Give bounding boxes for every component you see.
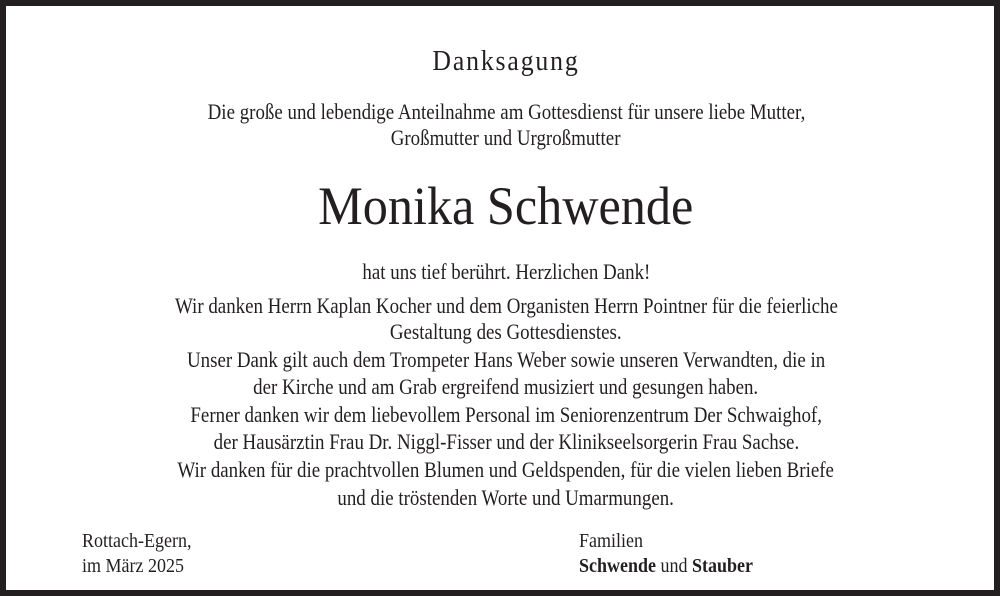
family-name-1: Schwende <box>579 555 657 577</box>
body-line <box>6 404 1000 426</box>
notice-heading <box>6 48 1000 76</box>
intro-text-1: Die große und lebendige Anteilnahme am Gottesdienst für unsere liebe Mutter, <box>207 99 805 124</box>
body-line <box>6 376 1000 398</box>
body-line <box>6 487 1000 509</box>
subline-text: hat uns tief berührt. Herzlichen Dank! <box>362 259 650 284</box>
body-text: Wir danken für die prachtvollen Blumen und Geldspenden, für die vielen lieben Briefe <box>177 457 835 482</box>
intro-line-2 <box>6 127 1000 149</box>
body-text: und die tröstenden Worte und Umarmungen. <box>337 485 675 510</box>
place-date-block <box>82 529 204 579</box>
date-text: im März 2025 <box>82 555 184 577</box>
body-text: Gestaltung des Gottesdienstes. <box>390 319 622 344</box>
deceased-name <box>6 176 1000 236</box>
body-line <box>6 431 1000 453</box>
body-line <box>6 349 1000 371</box>
body-line <box>6 295 1000 317</box>
thanks-subline <box>6 261 1000 283</box>
family-names <box>579 554 753 579</box>
deceased-name-text: Monika Schwende <box>318 176 694 236</box>
family-name-2: Stauber <box>692 555 754 577</box>
body-text: Unser Dank gilt auch dem Trompeter Hans Weber sowie unseren Verwandten, die in <box>186 347 826 372</box>
body-text: Ferner danken wir dem liebevollem Personal im Seniorenzentrum Der Schwaighof, <box>190 402 822 427</box>
intro-line-1 <box>6 101 1000 123</box>
body-text: der Hausärztin Frau Dr. Niggl-Fisser und der Klinikseelsorgerin Frau Sachse. <box>213 429 799 454</box>
place-text: Rottach-Egern, <box>82 530 192 552</box>
intro-text-2: Großmutter und Urgroßmutter <box>391 125 621 150</box>
conjunction: und <box>656 555 693 577</box>
signoff-label: Familien <box>579 530 643 552</box>
heading-text: Danksagung <box>432 46 580 77</box>
body-text: der Kirche und am Grab ergreifend musiziert und gesungen haben. <box>253 374 759 399</box>
body-line <box>6 459 1000 481</box>
body-text: Wir danken Herrn Kaplan Kocher und dem Organisten Herrn Pointner für die feierliche <box>174 293 838 318</box>
signoff-block <box>579 529 772 579</box>
body-line <box>6 321 1000 343</box>
